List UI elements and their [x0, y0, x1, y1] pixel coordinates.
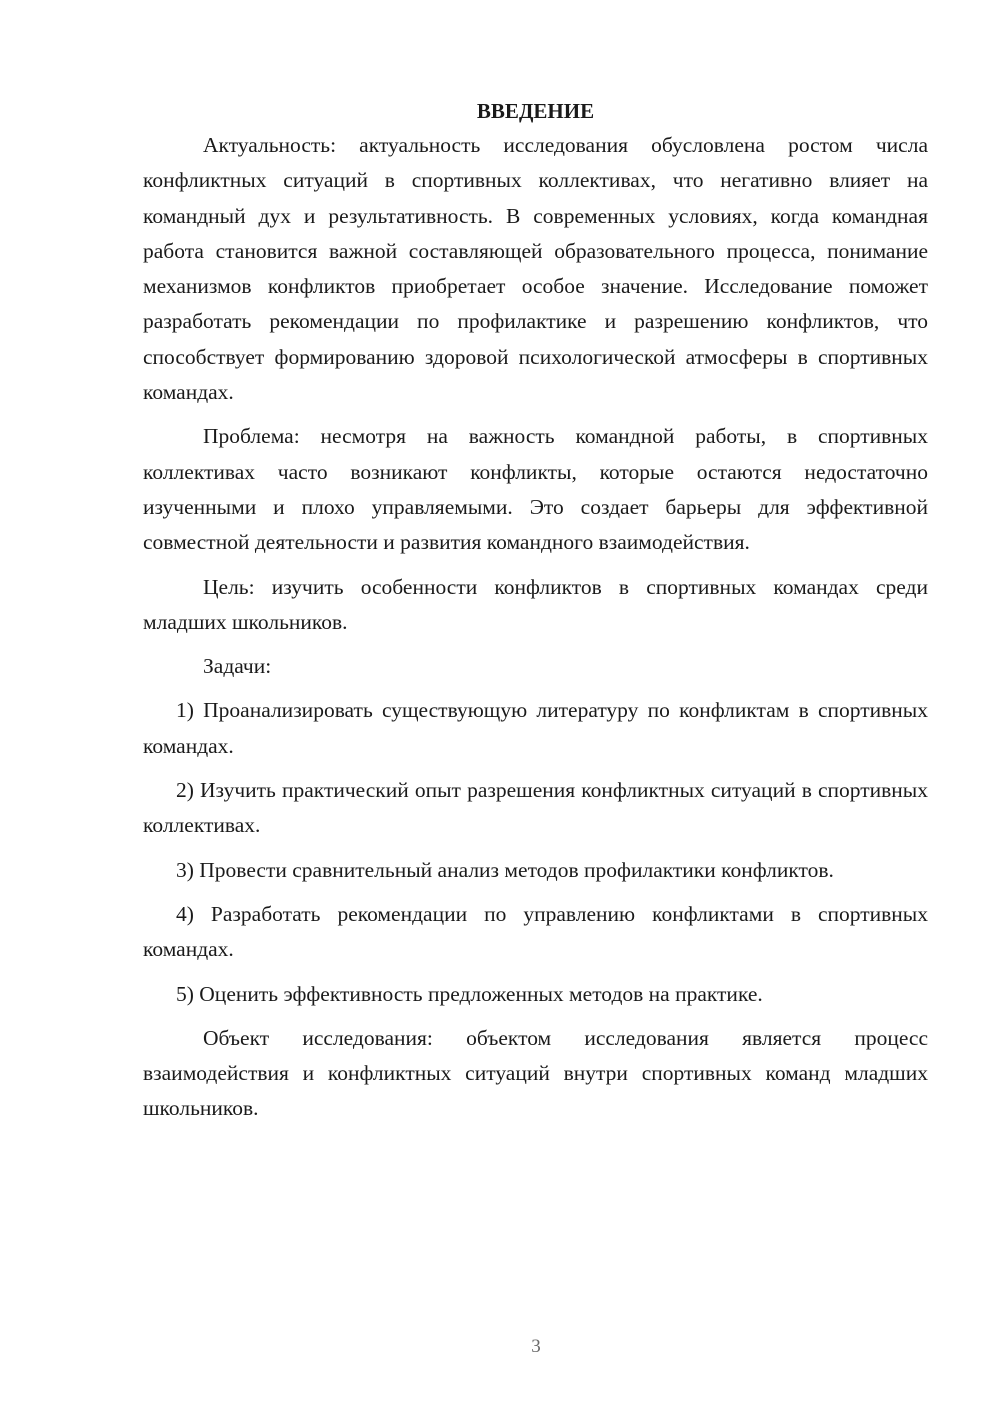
page-title: ВВЕДЕНИЕ — [476, 99, 595, 123]
task-item-2: 2) Изучить практический опыт разрешения конфликтных ситуаций в спортивных коллективах. — [143, 778, 928, 838]
goal-paragraph: Цель: изучить особенности конфликтов в спортивных командах среди младших школьников. — [143, 574, 928, 634]
page-number: 3 — [531, 1336, 541, 1357]
tasks-heading: Задачи: — [203, 654, 272, 679]
task-item-5: 5) Оценить эффективность предложенных методов на практике. — [176, 981, 763, 1006]
object-paragraph: Объект исследования: объектом исследования является процесс взаимодействия и конфликтных ситуаций внутри спортивных команд младших школьников. — [143, 1025, 928, 1121]
task-item-4: 4) Разработать рекомендации по управлению конфликтами в спортивных командах. — [143, 901, 928, 962]
task-item-3: 3) Провести сравнительный анализ методов профилактики конфликтов. — [176, 857, 834, 882]
page-content — [143, 96, 928, 1127]
task-item-1: 1) Проанализировать существующую литературу по конфликтам в спортивных командах. — [143, 698, 928, 758]
problem-paragraph: Проблема: несмотря на важность командной работы, в спортивных коллективах часто возникают конфликты, которые остаются недостаточно изученными и плохо управляемыми. Это создает барьеры для эффективной совместной деятельности и развития командного взаимодействия. — [143, 424, 928, 555]
relevance-paragraph: Актуальность: актуальность исследования обусловлена ростом числа конфликтных ситуаций в спортивных коллективах, что негативно влияет на командный дух и результативность. В современных условиях, когда командная работа становится важной составляющей образовательного процесса, понимание механизмов конфликтов приобретает особое значение. Исследование поможет разработать рекомендации по профилактике и разрешению конфликтов, что способствует формированию здоровой психологической атмосферы в спортивных командах. — [143, 133, 928, 405]
